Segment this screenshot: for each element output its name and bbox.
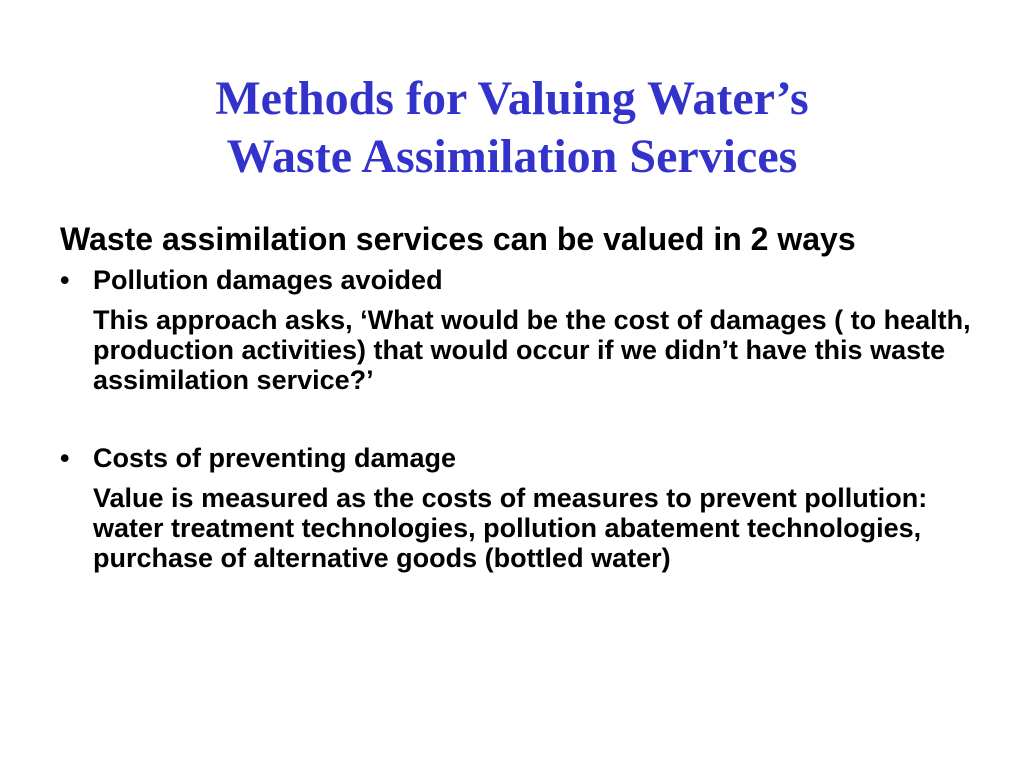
- slide-body: [60, 222, 980, 573]
- bullet-icon: •: [60, 443, 70, 473]
- slide-title: [40, 70, 984, 186]
- bullet-point: [60, 265, 980, 295]
- bullet-icon: •: [60, 265, 70, 295]
- slide-title-line-2: Waste Assimilation Services: [226, 130, 798, 183]
- bullet-heading: Pollution damages avoided: [93, 265, 443, 295]
- bullet-description: This approach asks, ‘What would be the cost of damages ( to health, production activities) that would occur if we didn’t have this waste assimilation service?’: [93, 305, 971, 395]
- bullet-point: [60, 443, 980, 473]
- bullet-heading: Costs of preventing damage: [93, 443, 457, 473]
- bullet-description: Value is measured as the costs of measures to prevent pollution: water treatment technologies, pollution abatement technologies, purchase of alternative goods (bottled water): [93, 483, 928, 573]
- slide-title-line-1: Methods for Valuing Water’s: [215, 72, 809, 125]
- lead-statement: Waste assimilation services can be valued in 2 ways: [60, 221, 856, 257]
